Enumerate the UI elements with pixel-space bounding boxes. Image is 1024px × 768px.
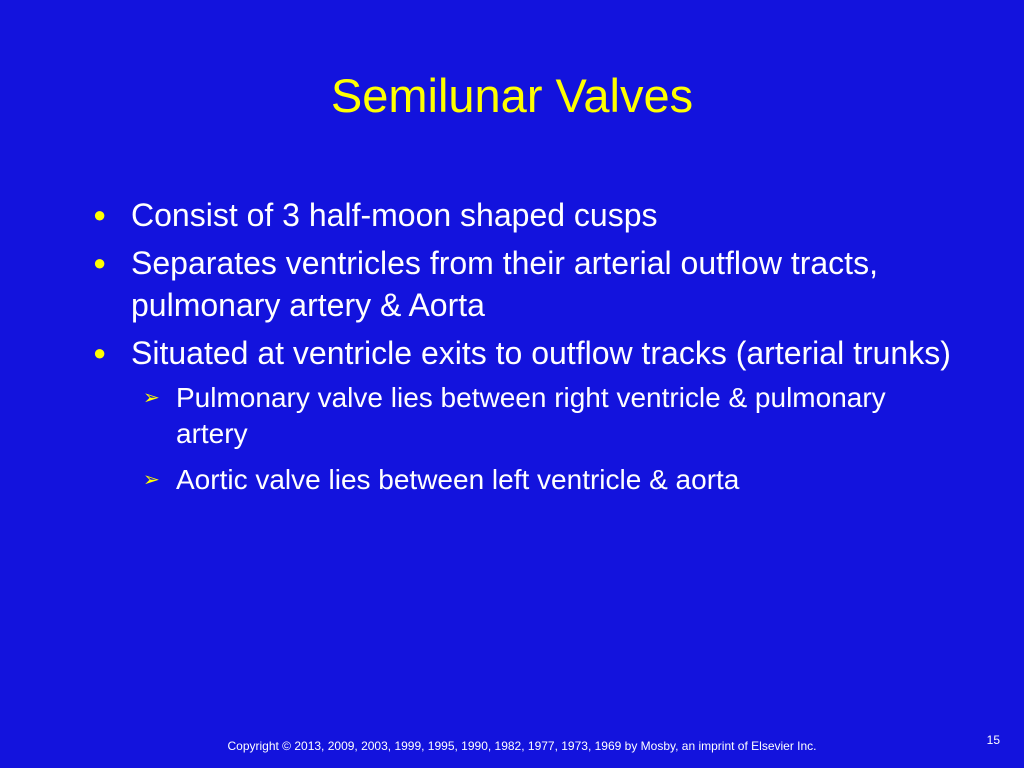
bullet-item-cusps <box>0 194 961 236</box>
bullet-dot-icon: ● <box>93 202 107 227</box>
sub-bullet-text: Aortic valve lies between left ventricle & aorta <box>176 464 740 495</box>
slide-title: Semilunar Valves <box>330 69 694 122</box>
page-number: 15 <box>986 733 1000 747</box>
bullet-text: Consist of 3 half-moon shaped cusps <box>131 197 658 233</box>
bullet-text: Separates ventricles from their arterial outflow tracts, pulmonary artery & Aorta <box>131 245 878 323</box>
bullet-item-separates <box>0 242 961 326</box>
bullet-dot-icon: ● <box>93 340 107 365</box>
bullet-dot-icon: ● <box>93 250 107 275</box>
bullet-item-situated <box>0 332 961 374</box>
sub-bullet-aortic <box>0 462 936 498</box>
sub-bullet-pulmonary <box>0 380 936 452</box>
arrow-bullet-icon: ➢ <box>143 469 160 491</box>
arrow-bullet-icon: ➢ <box>143 387 160 409</box>
bullet-list <box>0 194 1024 508</box>
sub-bullet-text: Pulmonary valve lies between right ventricle & pulmonary artery <box>176 382 886 449</box>
copyright-footer: Copyright © 2013, 2009, 2003, 1999, 1995, 1990, 1982, 1977, 1973, 1969 by Mosby, an imprint of Elsevier Inc. <box>227 739 817 753</box>
bullet-text: Situated at ventricle exits to outflow tracks (arterial trunks) <box>131 335 951 371</box>
